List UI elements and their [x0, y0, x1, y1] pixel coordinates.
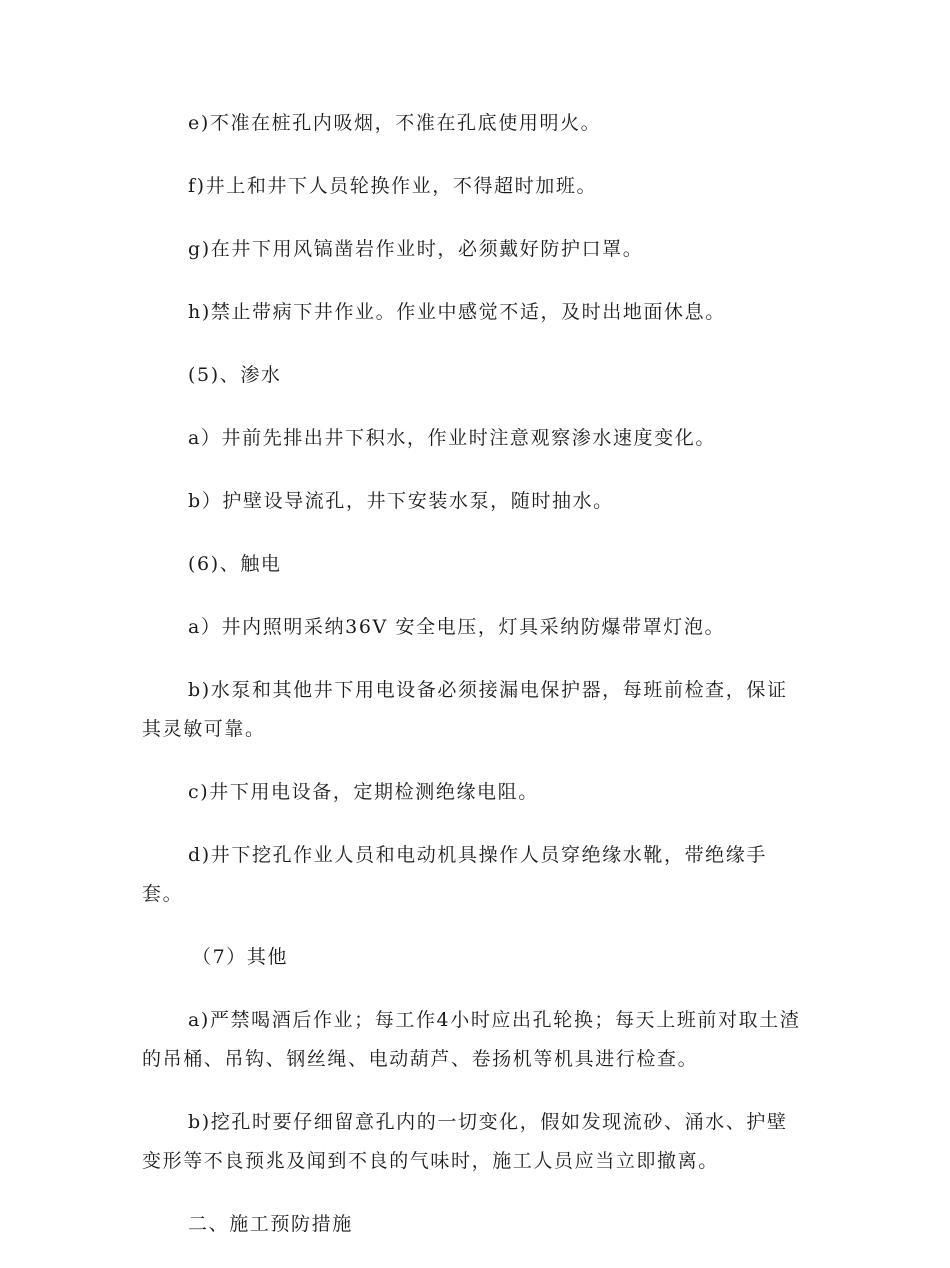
paragraph-item-b-other: b)挖孔时要仔细留意孔内的一切变化，假如发现流砂、涌水、护壁变形等不良预兆及闻到不良的气味时，施工人员应当立即撤离。	[142, 1111, 788, 1172]
paragraph-item-b-electric: b)水泵和其他井下用电设备必须接漏电保护器，每班前检查，保证其灵敏可靠。	[142, 679, 788, 740]
paragraph-item-g: g)在井下用风镐凿岩作业时，必须戴好防护口罩。	[188, 238, 644, 260]
paragraph-item-c-electric: c)井下用电设备，定期检测绝缘电阻。	[188, 781, 539, 803]
paragraph-item-b-seepage: b）护壁设导流孔，井下安装水泵，随时抽水。	[188, 490, 614, 512]
section-heading-electric-shock: (6)、触电	[188, 553, 282, 575]
paragraph-item-a-electric: a）井内照明采纳36V 安全电压，灯具采纳防爆带罩灯泡。	[188, 616, 726, 638]
document-body	[142, 104, 802, 1268]
paragraph-item-d-electric: d)井下挖孔作业人员和电动机具操作人员穿绝缘水靴，带绝缘手套。	[142, 844, 767, 905]
paragraph-item-a-other: a)严禁喝酒后作业；每工作4小时应出孔轮换；每天上班前对取土渣的吊桶、吊钩、钢丝绳、电动葫芦、卷扬机等机具进行检查。	[142, 1009, 801, 1070]
section-heading-construction-prevention: 二、施工预防措施	[188, 1213, 353, 1235]
paragraph-item-e: e)不准在桩孔内吸烟，不准在孔底使用明火。	[188, 112, 602, 134]
paragraph-item-a-seepage: a）井前先排出井下积水，作业时注意观察渗水速度变化。	[188, 427, 716, 449]
section-heading-seepage: (5)、渗水	[188, 364, 282, 386]
section-heading-other: （7）其他	[192, 946, 289, 968]
paragraph-item-h: h)禁止带病下井作业。作业中感觉不适，及时出地面休息。	[188, 301, 726, 323]
paragraph-item-f: f)井上和井下人员轮换作业，不得超时加班。	[188, 175, 598, 197]
